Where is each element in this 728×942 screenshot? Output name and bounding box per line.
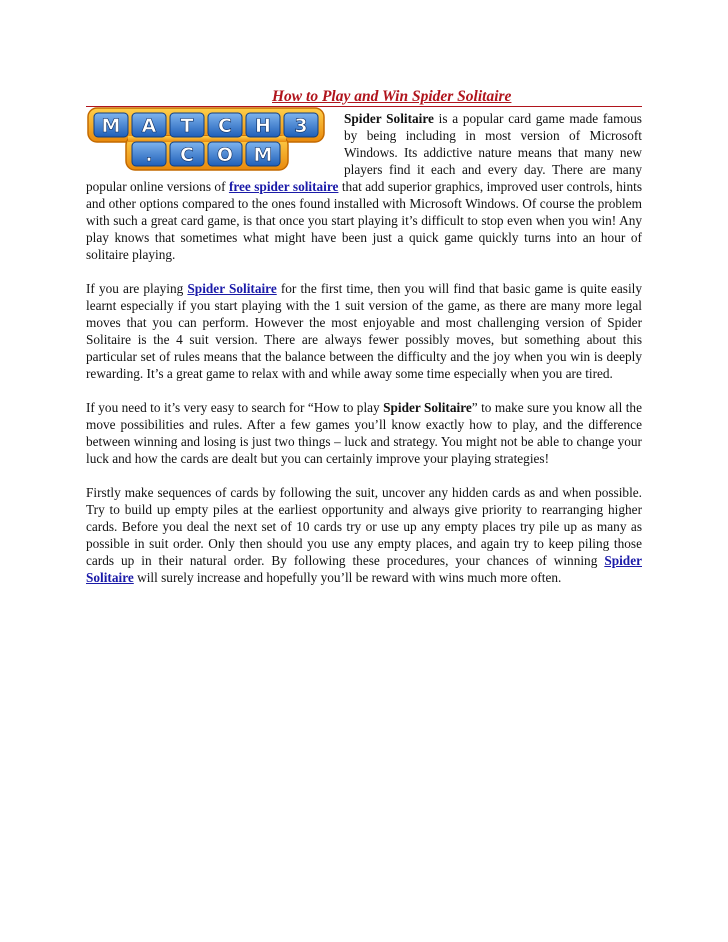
logo-letter: O xyxy=(216,144,234,166)
logo-letter: . xyxy=(145,144,153,166)
logo-letter: C xyxy=(218,115,232,137)
free-spider-solitaire-link[interactable]: free spider solitaire xyxy=(228,179,339,194)
logo-letter: M xyxy=(253,144,273,166)
paragraph-text: If you need to it’s very easy to search for “How to play xyxy=(86,400,384,415)
paragraph-text: ” to make sure you know all the move possibilities and rules. After a few games you’ll know exactly how to play, and the difference between winning and losing is just two things – luck and strategy. You might not be able to change your luck and how the cards are dealt but you can certainly improve your playing strategies! xyxy=(86,400,642,466)
logo-letter: 3 xyxy=(294,115,308,137)
paragraph-search xyxy=(86,399,642,467)
title-rule xyxy=(86,88,642,107)
paragraph-text: If you are playing xyxy=(86,281,188,296)
bold-term: Spider Solitaire xyxy=(383,400,472,415)
article-body xyxy=(86,110,642,603)
logo-letter: M xyxy=(101,115,121,137)
logo-letter: C xyxy=(180,144,194,166)
paragraph-text: that add superior graphics, improved user controls, hints and other options compared to the ones found installed with Microsoft Windows. Of course the problem with such a great card game, is that once you start playing it’s difficult to stop even when you win! Any play knows that sometimes what might have been just a quick game quickly turns into an hour of solitaire playing. xyxy=(86,179,643,262)
logo-letter: A xyxy=(141,115,157,137)
paragraph-first-time xyxy=(86,280,642,382)
bold-term: Spider Solitaire xyxy=(344,111,434,126)
logo-spacer xyxy=(86,110,344,178)
page-title: How to Play and Win Spider Solitaire xyxy=(272,88,512,105)
paragraph-strategy xyxy=(86,484,642,586)
logo-letter: T xyxy=(180,115,194,137)
paragraph-text: for the first time, then you will find that basic game is quite easily learnt especially if you start playing with the 1 suit version of the game, as there are many more legal moves that you can perform. However the most enjoyable and most challenging version of Spider Solitaire is the 4 suit version. There are always fewer possibly moves, but something about this particular set of rules means that the balance between the difficulty and the joy when you win is deeply rewarding. It’s a great game to relax with and while away some time especially when you are tired. xyxy=(86,281,642,381)
logo-letter: H xyxy=(255,115,271,137)
paragraph-intro xyxy=(86,110,642,263)
spider-solitaire-link[interactable]: Spider Solitaire xyxy=(86,553,642,585)
paragraph-text: is a popular card game made famous by being including in most version of Microsoft Windows. Its addictive nature means that many new players find it each and every day. There are many popular online versions of xyxy=(86,111,642,194)
paragraph-text: Firstly make sequences of cards by following the suit, uncover any hidden cards as and when possible. Try to build up empty piles at the earliest opportunity and always give priority to rearranging higher cards. Before you deal the next set of 10 cards try or use up any empty places try pile up as many as possible in suit order. Only then should you use any empty places, and again try to keep piling those cards up in their natural order. By following these procedures, your chances of winning xyxy=(86,485,642,568)
spider-solitaire-link[interactable]: Spider Solitaire xyxy=(187,281,277,296)
paragraph-text: will surely increase and hopefully you’ll be reward with wins much more often. xyxy=(133,570,562,585)
